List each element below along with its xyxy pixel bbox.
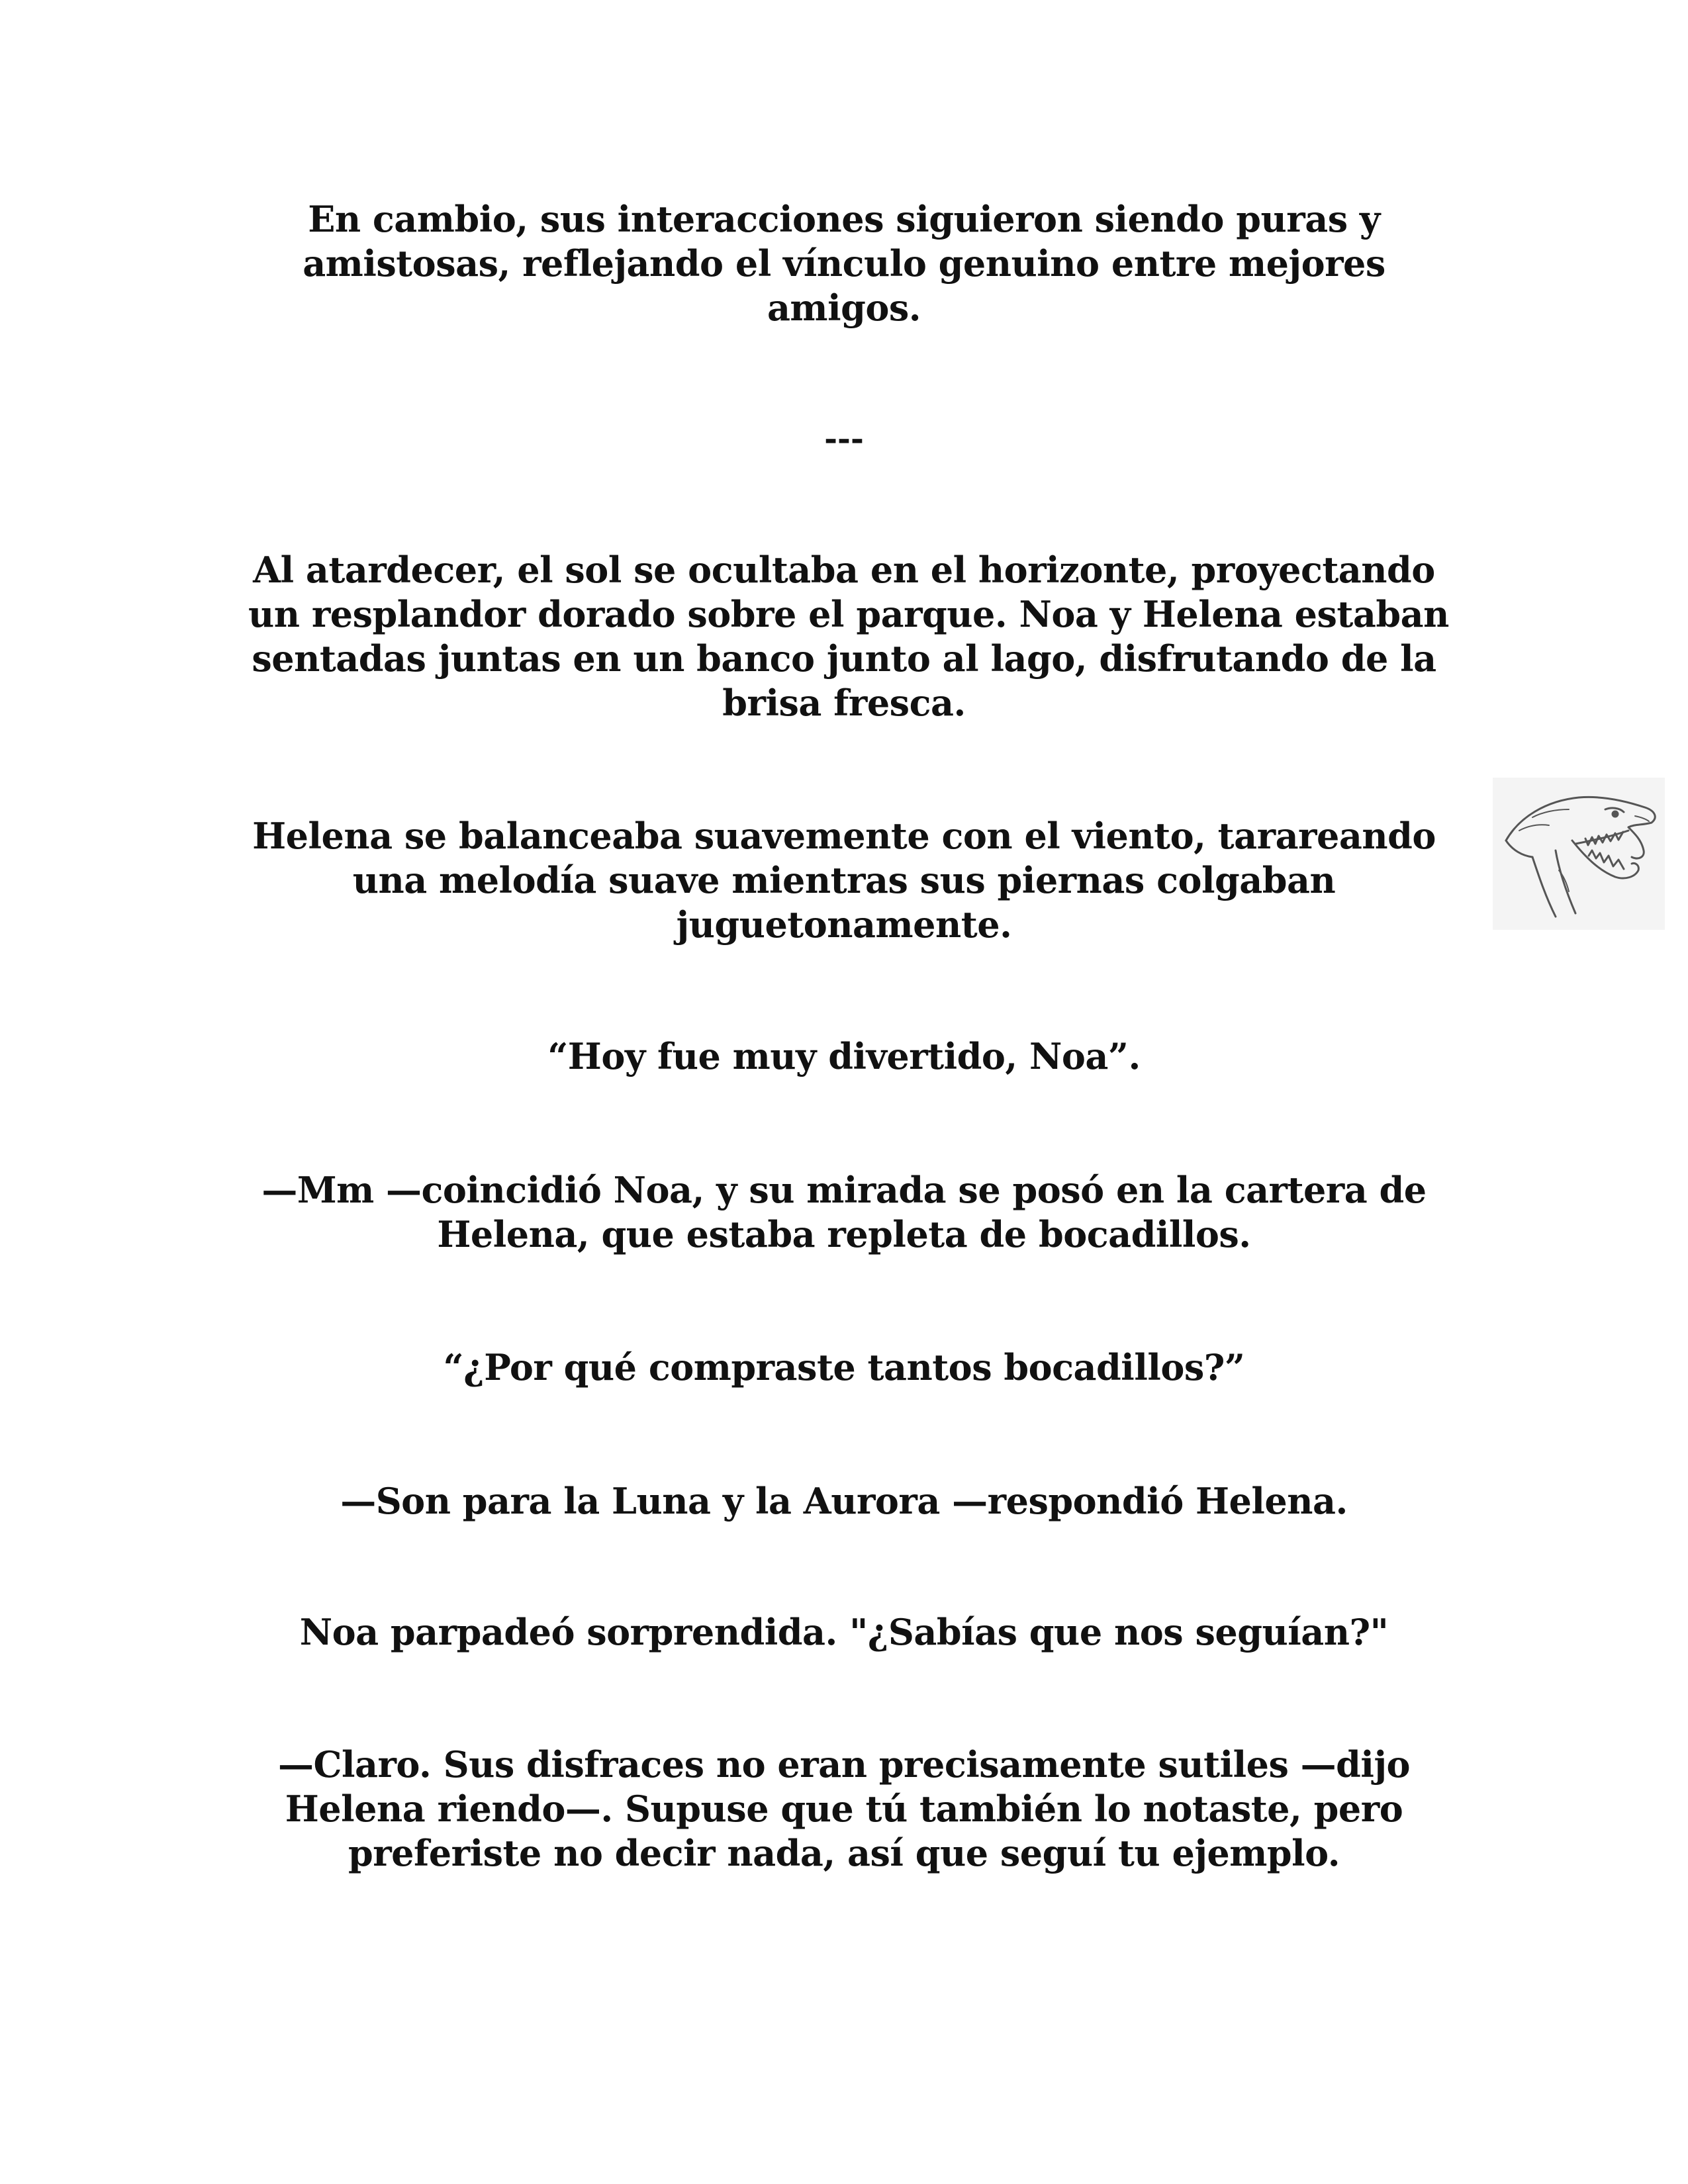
section-separator xyxy=(248,417,1440,461)
text-line: —Son para la Luna y la Aurora —respondió Helena. xyxy=(340,1480,1348,1522)
text-line: Helena, que estaba repleta de bocadillos. xyxy=(437,1213,1251,1255)
text-line: “¿Por qué compraste tantos bocadillos?” xyxy=(443,1346,1245,1388)
dinosaur-sketch-icon xyxy=(1493,778,1665,930)
text-line: brisa fresca. xyxy=(722,682,966,724)
separator-text: --- xyxy=(824,420,864,457)
paragraph-9 xyxy=(248,1743,1440,1876)
paragraph-8 xyxy=(248,1610,1440,1655)
text-line: Noa parpadeó sorprendida. "¿Sabías que nos seguían?" xyxy=(299,1611,1389,1653)
paragraph-6 xyxy=(248,1345,1440,1390)
text-line: “Hoy fue muy divertido, Noa”. xyxy=(547,1035,1141,1077)
text-line: un resplandor dorado sobre el parque. Noa y Helena estaban xyxy=(248,593,1449,635)
paragraph-3 xyxy=(248,814,1440,947)
text-line: En cambio, sus interacciones siguieron siendo puras y xyxy=(308,198,1380,240)
text-line: Al atardecer, el sol se ocultaba en el horizonte, proyectando xyxy=(253,549,1435,591)
text-line: —Mm —coincidió Noa, y su mirada se posó en la cartera de xyxy=(261,1169,1427,1211)
paragraph-4 xyxy=(248,1034,1440,1079)
text-line: una melodía suave mientras sus piernas colgaban xyxy=(352,859,1336,901)
paragraph-5 xyxy=(248,1168,1440,1257)
text-line: sentadas juntas en un banco junto al lago, disfrutando de la xyxy=(252,637,1436,680)
text-line: Helena riendo—. Supuse que tú también lo notaste, pero xyxy=(285,1788,1403,1830)
text-line: Helena se balanceaba suavemente con el viento, tarareando xyxy=(252,815,1436,857)
paragraph-7 xyxy=(248,1479,1440,1524)
text-line: —Claro. Sus disfraces no eran precisamente sutiles —dijo xyxy=(278,1743,1410,1786)
text-line: preferiste no decir nada, así que seguí tu ejemplo. xyxy=(348,1832,1340,1874)
paragraph-2 xyxy=(248,548,1449,725)
text-line: juguetonamente. xyxy=(676,903,1012,946)
text-line: amistosas, reflejando el vínculo genuino entre mejores xyxy=(303,242,1385,285)
text-line: amigos. xyxy=(767,287,921,329)
paragraph-1 xyxy=(248,197,1440,330)
